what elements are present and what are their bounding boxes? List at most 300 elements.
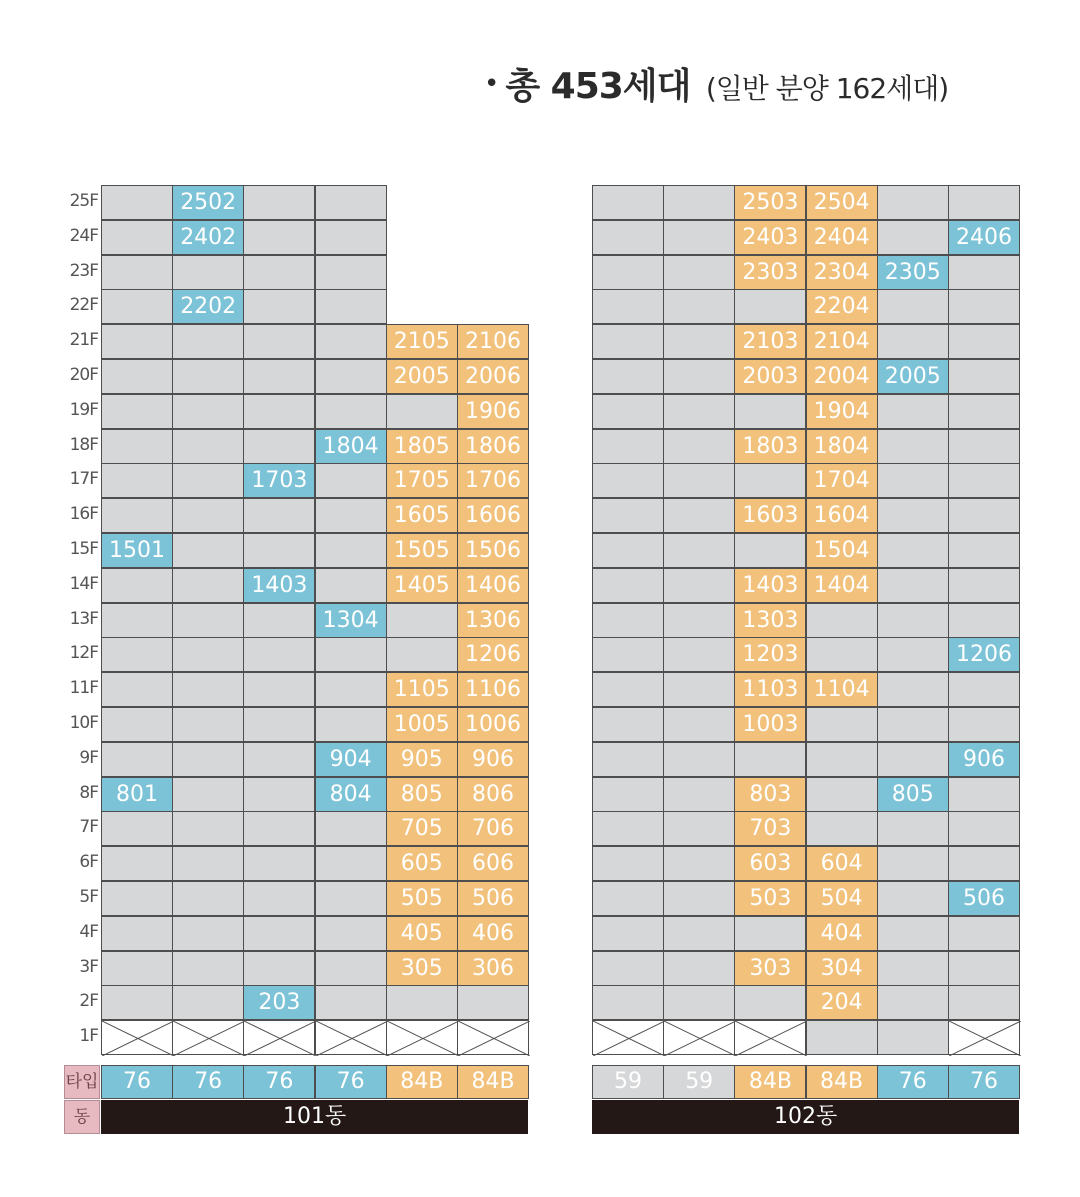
unit-cell — [877, 1020, 949, 1055]
unit-1606: 1606 — [457, 498, 529, 533]
floor-label: 14F — [69, 573, 98, 594]
unit-cell — [243, 359, 315, 394]
unit-203: 203 — [243, 985, 315, 1020]
unit-cell — [315, 846, 387, 881]
unit-cell — [663, 463, 735, 498]
unit-1804: 1804 — [806, 429, 878, 464]
unit-1005: 1005 — [386, 707, 458, 742]
unit-cell — [663, 916, 735, 951]
floor-label: 15F — [69, 539, 98, 559]
no-unit-cell — [172, 1020, 244, 1055]
floor-label: 4F — [79, 921, 98, 942]
unit-type: 76 — [243, 1065, 315, 1099]
unit-cell — [243, 220, 315, 255]
unit-cell — [948, 916, 1020, 951]
unit-cell — [172, 255, 244, 290]
unit-cell — [663, 603, 735, 638]
unit-type: 76 — [948, 1065, 1020, 1099]
unit-2305: 2305 — [877, 255, 949, 290]
unit-cell — [101, 811, 173, 846]
unit-cell — [877, 568, 949, 603]
no-unit-cell — [734, 1020, 806, 1055]
unit-2503: 2503 — [734, 185, 806, 220]
unit-cell — [663, 289, 735, 324]
floor-label: 5F — [79, 887, 98, 907]
unit-cell — [663, 811, 735, 846]
floor-label: 7F — [79, 817, 98, 838]
unit-2504: 2504 — [806, 185, 878, 220]
unit-cell — [101, 637, 173, 672]
unit-cell — [592, 951, 664, 986]
unit-1103: 1103 — [734, 672, 806, 707]
unit-cell — [172, 707, 244, 742]
unit-2303: 2303 — [734, 255, 806, 290]
unit-cell — [243, 777, 315, 812]
floor-label: 8F — [79, 782, 98, 803]
unit-1706: 1706 — [457, 463, 529, 498]
unit-cell — [315, 637, 387, 672]
unit-1806: 1806 — [457, 429, 529, 464]
unit-cell — [663, 881, 735, 916]
unit-cell — [172, 359, 244, 394]
unit-cell — [243, 707, 315, 742]
floor-label: 22F — [69, 295, 98, 316]
unit-2502: 2502 — [172, 185, 244, 220]
unit-1404: 1404 — [806, 568, 878, 603]
unit-cell — [315, 289, 387, 324]
bullet: • — [484, 69, 500, 99]
unit-cell — [315, 916, 387, 951]
unit-cell — [101, 603, 173, 638]
building-name: 102동 — [592, 1100, 1019, 1134]
unit-cell — [663, 777, 735, 812]
unit-506: 506 — [457, 881, 529, 916]
unit-904: 904 — [315, 742, 387, 777]
unit-1303: 1303 — [734, 603, 806, 638]
unit-type: 76 — [101, 1065, 173, 1099]
unit-cell — [101, 289, 173, 324]
unit-cell — [948, 985, 1020, 1020]
unit-1105: 1105 — [386, 672, 458, 707]
unit-cell — [243, 811, 315, 846]
unit-cell — [734, 289, 806, 324]
unit-cell — [734, 985, 806, 1020]
unit-cell — [172, 811, 244, 846]
floor-label: 13F — [69, 608, 98, 629]
unit-cell — [877, 951, 949, 986]
unit-cell — [243, 289, 315, 324]
unit-cell — [948, 533, 1020, 568]
unit-406: 406 — [457, 916, 529, 951]
unit-cell — [172, 916, 244, 951]
unit-cell — [877, 289, 949, 324]
unit-705: 705 — [386, 811, 458, 846]
unit-cell — [948, 846, 1020, 881]
unit-cell — [663, 185, 735, 220]
unit-cell — [172, 568, 244, 603]
unit-cell — [243, 603, 315, 638]
no-unit-cell — [592, 1020, 664, 1055]
unit-1505: 1505 — [386, 533, 458, 568]
unit-805: 805 — [877, 777, 949, 812]
unit-cell — [172, 951, 244, 986]
unit-cell — [592, 568, 664, 603]
floor-label: 24F — [69, 225, 98, 246]
unit-cell — [877, 498, 949, 533]
floor-label: 10F — [69, 713, 98, 733]
unit-1504: 1504 — [806, 533, 878, 568]
unit-cell — [877, 603, 949, 638]
unit-405: 405 — [386, 916, 458, 951]
unit-cell — [172, 324, 244, 359]
unit-cell — [663, 324, 735, 359]
unit-cell — [315, 359, 387, 394]
unit-cell — [592, 185, 664, 220]
unit-cell — [315, 533, 387, 568]
unit-cell — [243, 637, 315, 672]
unit-cell — [663, 429, 735, 464]
unit-cell — [315, 985, 387, 1020]
unit-906: 906 — [948, 742, 1020, 777]
unit-cell — [243, 498, 315, 533]
unit-1203: 1203 — [734, 637, 806, 672]
unit-1406: 1406 — [457, 568, 529, 603]
unit-cell — [101, 881, 173, 916]
unit-cell — [172, 533, 244, 568]
floor-label: 16F — [69, 504, 98, 525]
unit-506: 506 — [948, 881, 1020, 916]
unit-cell — [592, 289, 664, 324]
unit-cell — [592, 429, 664, 464]
unit-cell — [315, 220, 387, 255]
unit-cell — [315, 811, 387, 846]
unit-604: 604 — [806, 846, 878, 881]
unit-cell — [948, 603, 1020, 638]
unit-306: 306 — [457, 951, 529, 986]
unit-cell — [806, 603, 878, 638]
unit-cell — [592, 985, 664, 1020]
unit-cell — [592, 220, 664, 255]
floor-label: 6F — [79, 852, 98, 873]
unit-1906: 1906 — [457, 394, 529, 429]
no-unit-cell — [386, 1020, 458, 1055]
unit-cell — [877, 463, 949, 498]
unit-2403: 2403 — [734, 220, 806, 255]
unit-1705: 1705 — [386, 463, 458, 498]
unit-1904: 1904 — [806, 394, 878, 429]
unit-2404: 2404 — [806, 220, 878, 255]
unit-cell — [101, 846, 173, 881]
unit-801: 801 — [101, 777, 173, 812]
unit-1603: 1603 — [734, 498, 806, 533]
unit-cell — [877, 324, 949, 359]
unit-1206: 1206 — [457, 637, 529, 672]
unit-cell — [734, 394, 806, 429]
unit-cell — [663, 742, 735, 777]
unit-2103: 2103 — [734, 324, 806, 359]
unit-cell — [592, 777, 664, 812]
unit-cell — [663, 985, 735, 1020]
unit-305: 305 — [386, 951, 458, 986]
unit-cell — [948, 811, 1020, 846]
unit-cell — [592, 324, 664, 359]
unit-cell — [663, 951, 735, 986]
unit-type: 76 — [172, 1065, 244, 1099]
unit-cell — [243, 951, 315, 986]
unit-cell — [243, 742, 315, 777]
unit-1501: 1501 — [101, 533, 173, 568]
no-unit-cell — [457, 1020, 529, 1055]
unit-cell — [315, 463, 387, 498]
unit-cell — [592, 742, 664, 777]
unit-cell — [948, 359, 1020, 394]
unit-cell — [877, 742, 949, 777]
unit-2106: 2106 — [457, 324, 529, 359]
unit-cell — [101, 394, 173, 429]
unit-cell — [948, 951, 1020, 986]
unit-cell — [315, 672, 387, 707]
unit-1704: 1704 — [806, 463, 878, 498]
type-row-label: 타입 — [64, 1065, 100, 1099]
no-unit-cell — [315, 1020, 387, 1055]
unit-type: 84B — [457, 1065, 529, 1099]
unit-cell — [315, 185, 387, 220]
unit-cell — [101, 324, 173, 359]
unit-605: 605 — [386, 846, 458, 881]
unit-2004: 2004 — [806, 359, 878, 394]
unit-cell — [592, 846, 664, 881]
unit-2406: 2406 — [948, 220, 1020, 255]
floor-label: 12F — [69, 643, 98, 664]
unit-cell — [663, 220, 735, 255]
unit-type: 84B — [386, 1065, 458, 1099]
unit-type: 84B — [734, 1065, 806, 1099]
unit-cell — [734, 463, 806, 498]
unit-cell — [172, 394, 244, 429]
floor-label: 3F — [79, 956, 98, 977]
unit-cell — [243, 672, 315, 707]
unit-cell — [592, 533, 664, 568]
unit-cell — [101, 707, 173, 742]
unit-505: 505 — [386, 881, 458, 916]
unit-803: 803 — [734, 777, 806, 812]
unit-cell — [243, 255, 315, 290]
floor-label: 23F — [69, 260, 98, 281]
unit-1805: 1805 — [386, 429, 458, 464]
unit-1006: 1006 — [457, 707, 529, 742]
unit-cell — [663, 707, 735, 742]
unit-2003: 2003 — [734, 359, 806, 394]
unit-cell — [806, 742, 878, 777]
unit-cell — [243, 533, 315, 568]
unit-cell — [734, 533, 806, 568]
unit-cell — [734, 916, 806, 951]
unit-cell — [592, 359, 664, 394]
unit-cell — [663, 637, 735, 672]
unit-cell — [101, 672, 173, 707]
unit-cell — [315, 951, 387, 986]
unit-cell — [315, 394, 387, 429]
unit-1605: 1605 — [386, 498, 458, 533]
unit-cell — [243, 429, 315, 464]
unit-cell — [243, 185, 315, 220]
unit-cell — [877, 672, 949, 707]
unit-cell — [948, 255, 1020, 290]
unit-cell — [663, 359, 735, 394]
unit-503: 503 — [734, 881, 806, 916]
unit-cell — [877, 185, 949, 220]
unit-1106: 1106 — [457, 672, 529, 707]
building-row-label: 동 — [64, 1100, 100, 1134]
unit-cell — [877, 220, 949, 255]
unit-1304: 1304 — [315, 603, 387, 638]
unit-cell — [315, 255, 387, 290]
unit-cell — [663, 533, 735, 568]
unit-cell — [806, 777, 878, 812]
unit-cell — [172, 672, 244, 707]
unit-504: 504 — [806, 881, 878, 916]
unit-804: 804 — [315, 777, 387, 812]
unit-703: 703 — [734, 811, 806, 846]
unit-1506: 1506 — [457, 533, 529, 568]
floor-label: 17F — [69, 469, 98, 490]
no-unit-cell — [243, 1020, 315, 1055]
unit-cell — [663, 846, 735, 881]
unit-1104: 1104 — [806, 672, 878, 707]
unit-cell — [734, 742, 806, 777]
unit-cell — [386, 637, 458, 672]
general-sale-households: (일반 분양 162세대) — [705, 72, 949, 105]
unit-cell — [663, 255, 735, 290]
unit-cell — [457, 985, 529, 1020]
unit-cell — [877, 637, 949, 672]
unit-cell — [101, 568, 173, 603]
unit-2005: 2005 — [386, 359, 458, 394]
unit-1405: 1405 — [386, 568, 458, 603]
unit-cell — [315, 498, 387, 533]
unit-cell — [806, 637, 878, 672]
unit-cell — [592, 707, 664, 742]
unit-cell — [243, 394, 315, 429]
unit-905: 905 — [386, 742, 458, 777]
unit-cell — [101, 463, 173, 498]
floor-label: 11F — [69, 678, 98, 699]
unit-cell — [663, 498, 735, 533]
unit-cell — [806, 707, 878, 742]
unit-2104: 2104 — [806, 324, 878, 359]
unit-805: 805 — [386, 777, 458, 812]
building-name: 101동 — [101, 1100, 528, 1134]
unit-1703: 1703 — [243, 463, 315, 498]
unit-cell — [101, 985, 173, 1020]
unit-1306: 1306 — [457, 603, 529, 638]
unit-2105: 2105 — [386, 324, 458, 359]
unit-cell — [877, 846, 949, 881]
unit-2006: 2006 — [457, 359, 529, 394]
unit-cell — [172, 742, 244, 777]
unit-cell — [101, 951, 173, 986]
unit-1206: 1206 — [948, 637, 1020, 672]
unit-cell — [877, 881, 949, 916]
unit-cell — [948, 429, 1020, 464]
unit-cell — [592, 672, 664, 707]
unit-cell — [948, 568, 1020, 603]
unit-type: 76 — [877, 1065, 949, 1099]
no-unit-cell — [948, 1020, 1020, 1055]
floor-label: 1F — [79, 1026, 98, 1047]
unit-2204: 2204 — [806, 289, 878, 324]
unit-cell — [172, 881, 244, 916]
unit-cell — [877, 394, 949, 429]
unit-cell — [663, 568, 735, 603]
unit-type: 84B — [806, 1065, 878, 1099]
unit-cell — [948, 394, 1020, 429]
unit-cell — [172, 985, 244, 1020]
unit-303: 303 — [734, 951, 806, 986]
unit-cell — [172, 603, 244, 638]
unit-cell — [592, 811, 664, 846]
unit-2402: 2402 — [172, 220, 244, 255]
floor-label: 19F — [69, 399, 98, 420]
unit-cell — [315, 707, 387, 742]
unit-cell — [172, 777, 244, 812]
unit-2202: 2202 — [172, 289, 244, 324]
unit-cell — [948, 672, 1020, 707]
unit-cell — [101, 498, 173, 533]
unit-cell — [948, 777, 1020, 812]
unit-cell — [948, 185, 1020, 220]
unit-cell — [315, 324, 387, 359]
unit-type: 76 — [315, 1065, 387, 1099]
unit-1003: 1003 — [734, 707, 806, 742]
unit-cell — [243, 881, 315, 916]
unit-cell — [243, 846, 315, 881]
unit-cell — [663, 672, 735, 707]
unit-cell — [806, 1020, 878, 1055]
unit-cell — [877, 985, 949, 1020]
unit-cell — [877, 707, 949, 742]
unit-cell — [315, 568, 387, 603]
unit-1804: 1804 — [315, 429, 387, 464]
unit-1604: 1604 — [806, 498, 878, 533]
no-unit-cell — [663, 1020, 735, 1055]
unit-806: 806 — [457, 777, 529, 812]
no-unit-cell — [101, 1020, 173, 1055]
unit-cell — [592, 637, 664, 672]
unit-cell — [101, 255, 173, 290]
unit-cell — [172, 498, 244, 533]
unit-cell — [663, 394, 735, 429]
unit-cell — [877, 916, 949, 951]
unit-cell — [172, 637, 244, 672]
unit-cell — [101, 916, 173, 951]
unit-cell — [315, 881, 387, 916]
unit-cell — [101, 742, 173, 777]
unit-type: 59 — [592, 1065, 664, 1099]
page-title — [484, 58, 948, 109]
unit-cell — [948, 498, 1020, 533]
unit-cell — [101, 185, 173, 220]
unit-cell — [243, 916, 315, 951]
unit-cell — [592, 603, 664, 638]
unit-cell — [592, 916, 664, 951]
unit-cell — [592, 394, 664, 429]
unit-606: 606 — [457, 846, 529, 881]
floor-label: 25F — [69, 191, 98, 211]
unit-cell — [806, 811, 878, 846]
floor-label: 9F — [79, 747, 98, 768]
unit-cell — [948, 707, 1020, 742]
